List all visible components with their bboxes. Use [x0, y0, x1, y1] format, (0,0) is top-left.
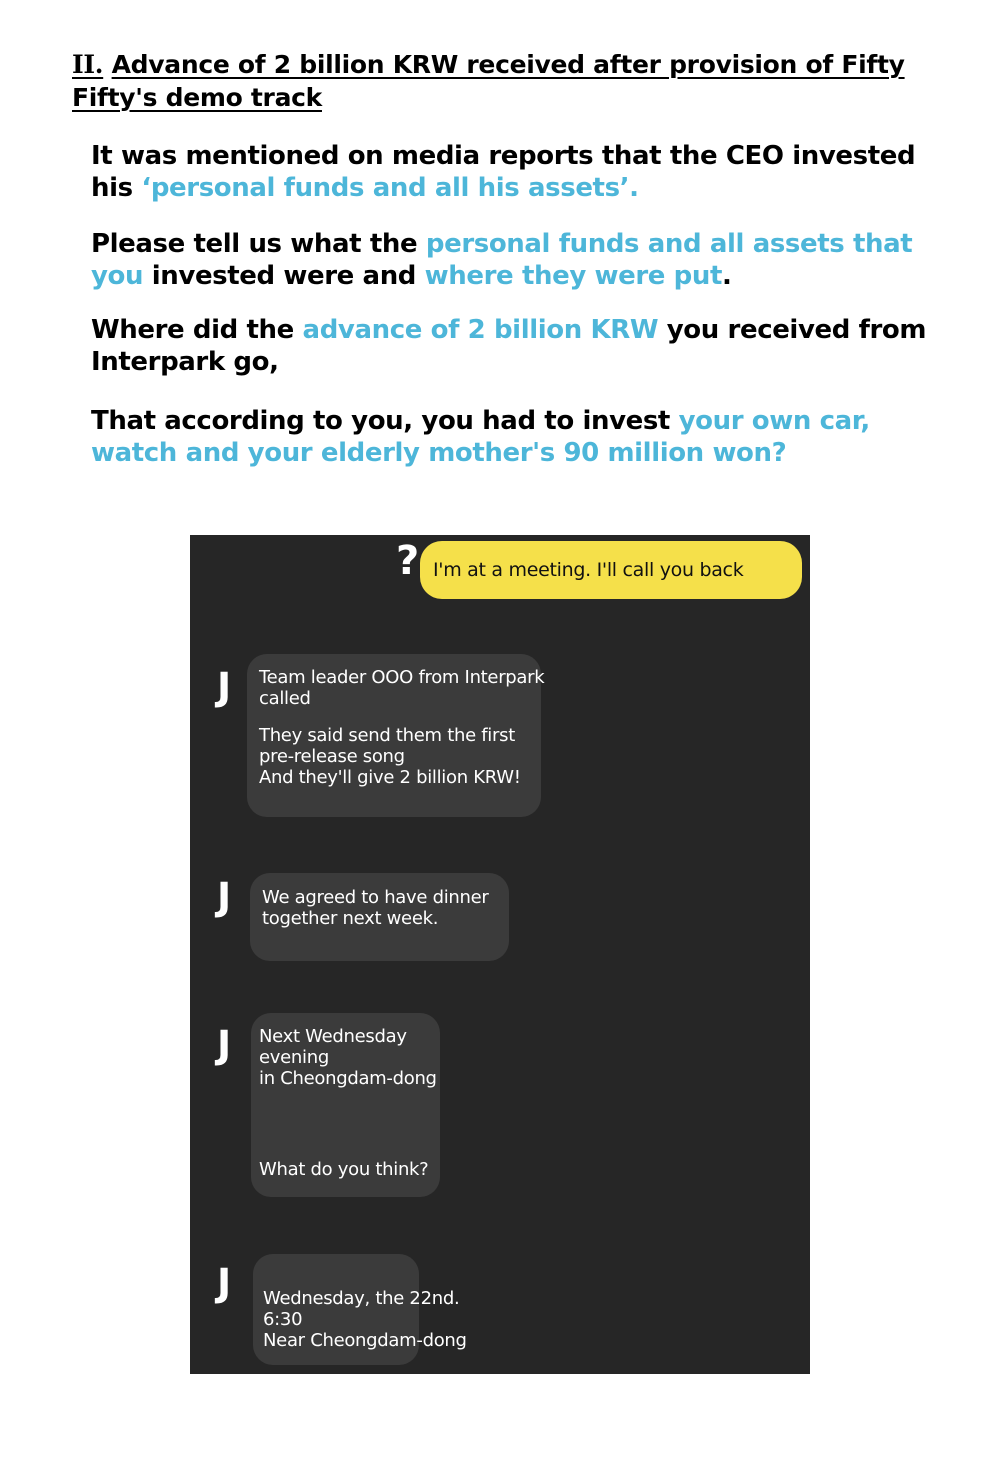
- p3-text-a: Where did the: [91, 315, 303, 345]
- outgoing-message-bubble: I'm at a meeting. I'll call you back: [420, 541, 802, 599]
- message-line: 6:30: [263, 1309, 303, 1330]
- sender-avatar-1: J: [217, 665, 232, 709]
- sender-avatar-4: J: [217, 1261, 232, 1305]
- message-line: Near Cheongdam-dong: [263, 1330, 467, 1351]
- sender-avatar-3: J: [217, 1023, 232, 1067]
- p4-highlight: your own car, watch and your elderly mother's 90 million won?: [91, 406, 870, 468]
- message-line: Team leader OOO from Interpark: [259, 667, 545, 688]
- p4-text: That according to you, you had to invest: [91, 406, 679, 436]
- p3-text-b: you received from Interpark go,: [91, 315, 927, 377]
- message-line: We agreed to have dinner: [262, 887, 489, 908]
- question-paragraph-1: [91, 140, 951, 204]
- incoming-message-4: [253, 1254, 467, 1365]
- p2-highlight-b: where they were put: [424, 261, 723, 291]
- p3-highlight: advance of 2 billion KRW: [302, 315, 659, 345]
- question-paragraph-2: [91, 228, 951, 292]
- sender-avatar-2: J: [217, 875, 232, 919]
- unknown-contact-icon: ?: [396, 538, 420, 584]
- message-line: And they'll give 2 billion KRW!: [259, 767, 521, 788]
- p2-text-c: .: [722, 261, 732, 291]
- p1-text: It was mentioned on media reports that the CEO invested his: [91, 141, 916, 203]
- message-line: together next week.: [262, 908, 439, 929]
- p2-highlight-a: personal funds and all assets that you: [91, 229, 913, 291]
- message-line: Wednesday, the 22nd.: [263, 1288, 460, 1309]
- p2-text-a: Please tell us what the: [91, 229, 426, 259]
- message-line: evening: [259, 1047, 329, 1068]
- section-heading: [72, 48, 932, 114]
- message-line: pre-release song: [259, 746, 405, 767]
- message-line: in Cheongdam-dong: [259, 1068, 437, 1089]
- section-title: Advance of 2 billion KRW received after provision of Fifty Fifty's demo track: [72, 50, 905, 112]
- incoming-message-2: [250, 873, 509, 961]
- message-line: Next Wednesday: [259, 1026, 407, 1047]
- incoming-message-3: [251, 1013, 440, 1197]
- message-line: called: [259, 688, 311, 709]
- incoming-message-1: [247, 654, 545, 817]
- message-line: What do you think?: [259, 1159, 429, 1180]
- message-line: They said send them the first: [259, 725, 515, 746]
- chat-screenshot: [190, 535, 810, 1374]
- question-paragraph-4: [91, 405, 951, 469]
- section-numeral: II.: [72, 50, 104, 79]
- p1-highlight: ‘personal funds and all his assets’.: [141, 173, 639, 203]
- p2-text-b: invested were and: [143, 261, 425, 291]
- question-paragraph-3: [91, 314, 951, 378]
